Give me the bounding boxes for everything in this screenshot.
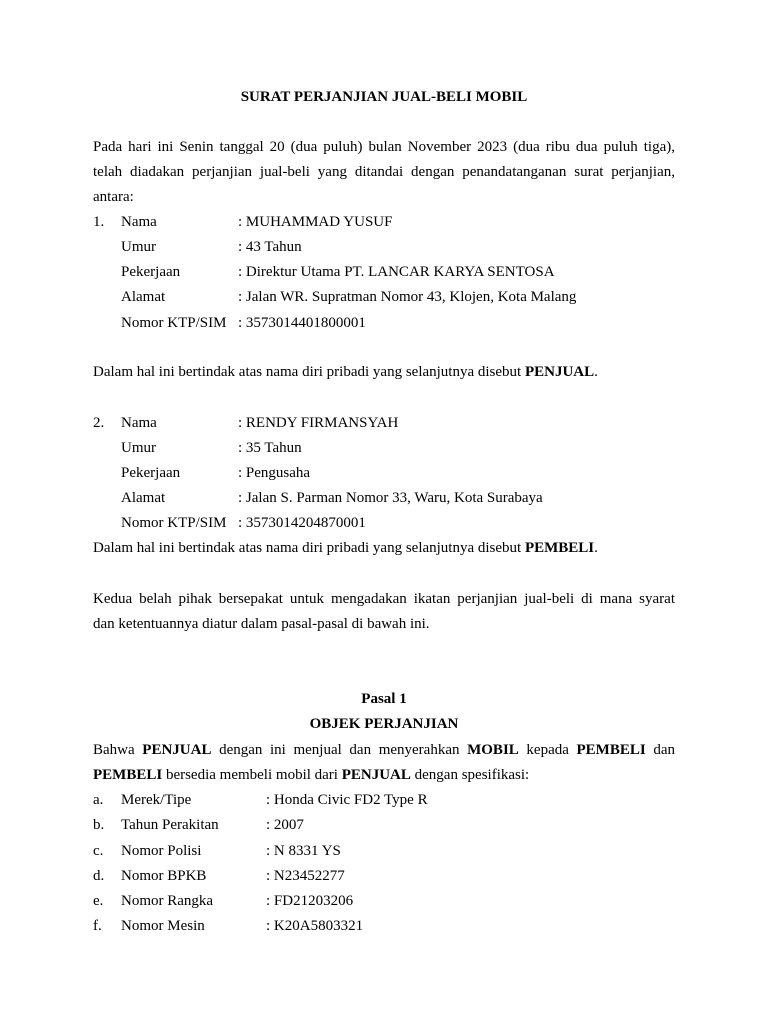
pasal-1-subheading: OBJEK PERJANJIAN (309, 716, 459, 732)
party-1-value-ktp: : 3573014401800001 (238, 315, 366, 331)
party-1-value-pekerjaan: : Direktur Utama PT. LANCAR KARYA SENTOSA (238, 264, 555, 280)
party-1-label-nama: Nama (121, 214, 157, 230)
spec-letter: c. (93, 843, 104, 859)
spec-value: : K20A5803321 (266, 918, 364, 934)
party-2-value-pekerjaan: : Pengusaha (238, 465, 311, 481)
party-1-statement-text: Dalam hal ini bertindak atas nama diri pribadi yang selanjutnya disebut (93, 364, 525, 380)
party-1-label-umur: Umur (121, 239, 156, 255)
text-run: dengan spesifikasi: (410, 767, 530, 783)
party-2-value-nama: : RENDY FIRMANSYAH (238, 415, 399, 431)
bold-term: PENJUAL (142, 742, 212, 758)
intro-line-3: antara: (93, 189, 134, 205)
spec-label: Nomor Mesin (121, 918, 205, 934)
spec-value: : N 8331 YS (266, 843, 341, 859)
spec-letter: a. (93, 792, 104, 808)
party-1-label-alamat: Alamat (121, 289, 166, 305)
text-run: dengan ini menjual dan menyerahkan (211, 742, 468, 758)
spec-label: Merek/Tipe (121, 792, 192, 808)
party-1-value-umur: : 43 Tahun (238, 239, 302, 255)
party-2-label-nama: Nama (121, 415, 157, 431)
intro-line-2: telah diadakan perjanjian jual-beli yang ditandai dengan penandatanganan surat perjanjian, (93, 164, 675, 180)
party-2-number: 2. (93, 415, 105, 431)
intro-line-1: Pada hari ini Senin tanggal 20 (dua puluh) bulan November 2023 (dua ribu dua puluh tiga), (93, 139, 675, 155)
bold-term: MOBIL (467, 742, 519, 758)
bold-term: PEMBELI (93, 767, 163, 783)
text-run: kepada (518, 742, 577, 758)
spec-label: Nomor BPKB (121, 868, 207, 884)
party-1-statement-end: . (594, 364, 598, 380)
party-2-label-umur: Umur (121, 440, 156, 456)
spec-value: : FD21203206 (266, 893, 354, 909)
party-1-number: 1. (93, 214, 105, 230)
pasal-1-paragraph-line-1 (93, 740, 675, 760)
party-2-role: PEMBELI (524, 540, 595, 556)
spec-letter: f. (93, 918, 102, 934)
text-run: bersedia membeli mobil dari (162, 767, 342, 783)
party-1-value-nama: : MUHAMMAD YUSUF (238, 214, 393, 230)
pasal-1-paragraph-line-2 (93, 765, 529, 785)
party-2-statement-text: Dalam hal ini bertindak atas nama diri pribadi yang selanjutnya disebut (93, 540, 525, 556)
text-run: dan (645, 742, 675, 758)
party-1-value-alamat: : Jalan WR. Supratman Nomor 43, Klojen, Kota Malang (238, 289, 577, 305)
agreement-line-2: dan ketentuannya diatur dalam pasal-pasal di bawah ini. (93, 616, 430, 632)
party-1-statement (93, 362, 598, 382)
party-1-role: PENJUAL (524, 364, 595, 380)
spec-value: : N23452277 (266, 868, 345, 884)
party-2-label-ktp: Nomor KTP/SIM (121, 515, 227, 531)
party-2-label-alamat: Alamat (121, 490, 166, 506)
agreement-line-1: Kedua belah pihak bersepakat untuk mengadakan ikatan perjanjian jual-beli di mana syarat (93, 591, 675, 607)
party-1-label-ktp: Nomor KTP/SIM (121, 315, 227, 331)
spec-letter: d. (93, 868, 105, 884)
party-1-label-pekerjaan: Pekerjaan (121, 264, 181, 280)
bold-term: PENJUAL (341, 767, 411, 783)
pasal-1-heading: Pasal 1 (361, 691, 407, 707)
spec-label: Nomor Rangka (121, 893, 214, 909)
party-2-value-ktp: : 3573014204870001 (238, 515, 366, 531)
spec-letter: b. (93, 817, 105, 833)
party-2-statement-end: . (594, 540, 598, 556)
party-2-value-umur: : 35 Tahun (238, 440, 302, 456)
text-run: Bahwa (93, 742, 143, 758)
spec-label: Nomor Polisi (121, 843, 202, 859)
spec-value: : Honda Civic FD2 Type R (266, 792, 428, 808)
document-title: SURAT PERJANJIAN JUAL-BELI MOBIL (240, 89, 528, 105)
spec-label: Tahun Perakitan (121, 817, 219, 833)
spec-letter: e. (93, 893, 104, 909)
party-2-statement (93, 538, 598, 558)
party-2-value-alamat: : Jalan S. Parman Nomor 33, Waru, Kota Surabaya (238, 490, 543, 506)
spec-value: : 2007 (266, 817, 304, 833)
party-2-label-pekerjaan: Pekerjaan (121, 465, 181, 481)
bold-term: PEMBELI (576, 742, 646, 758)
